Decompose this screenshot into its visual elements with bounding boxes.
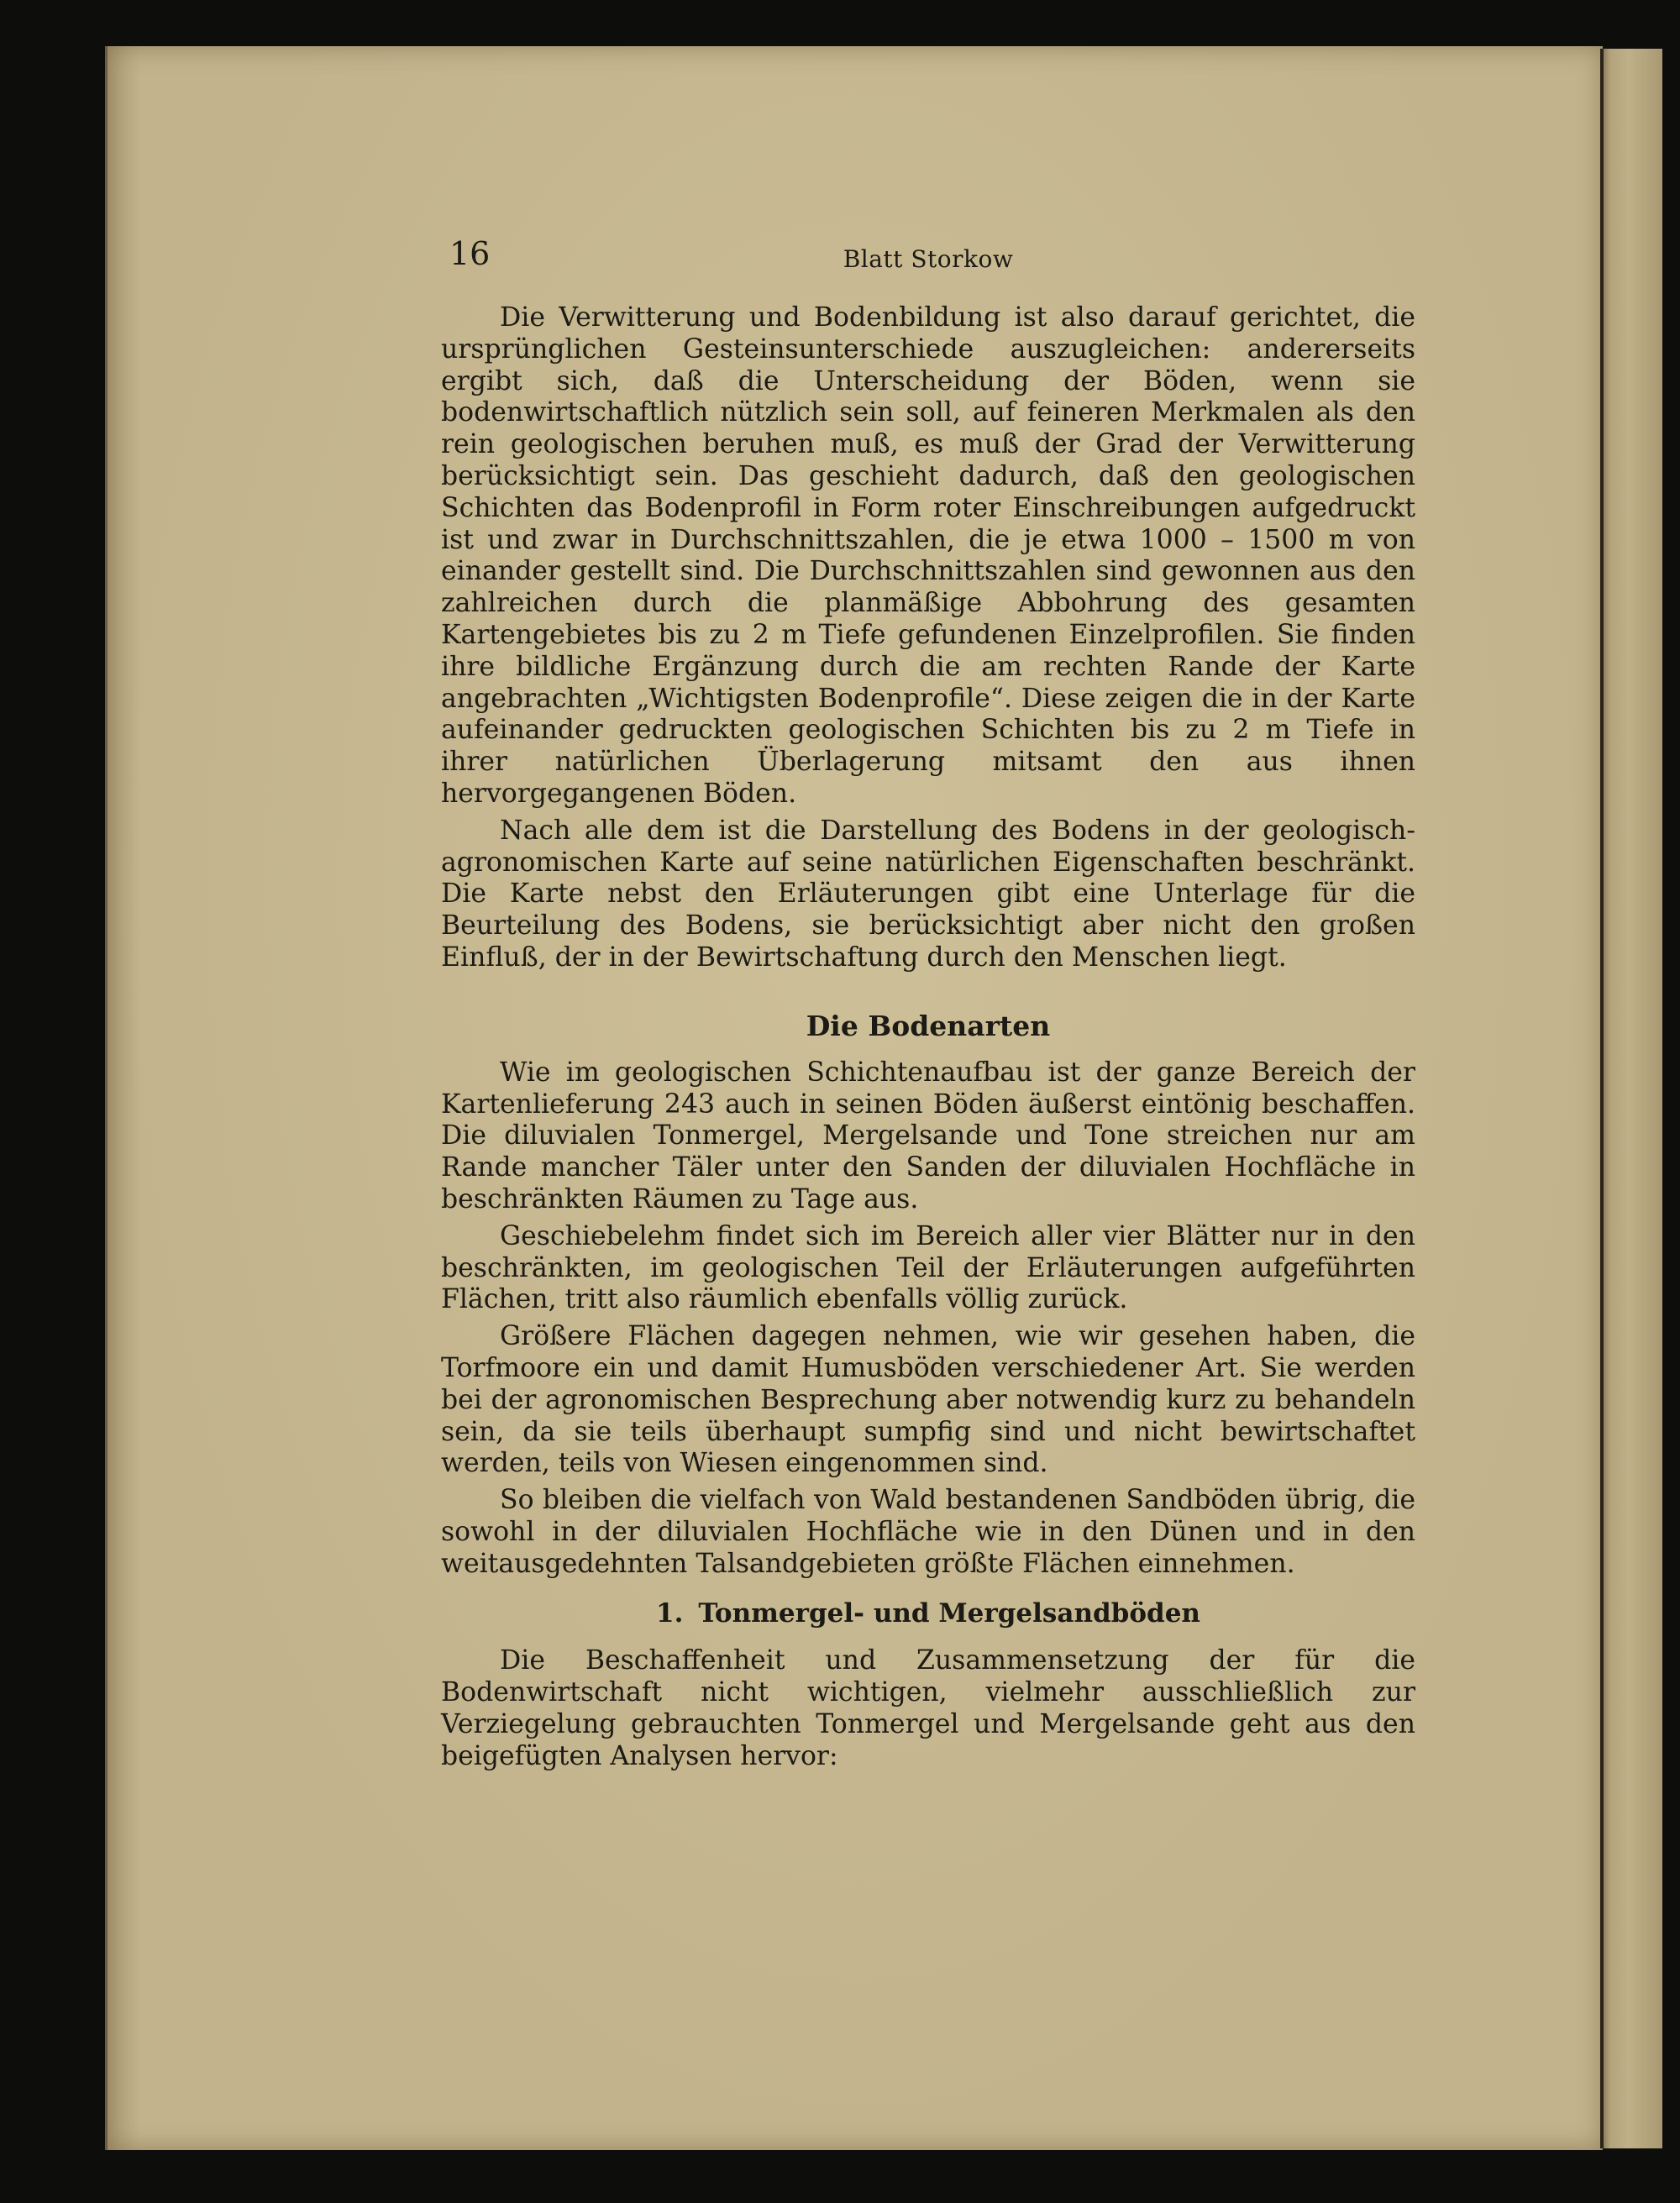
section-heading-tonmergel xyxy=(441,1598,1415,1629)
paragraph-intro-1: Die Verwitterung und Bodenbildung ist also darauf gerichtet, die ursprünglichen Gesteinsunterschiede auszugleichen: andererseits ergibt sich, daß die Unterscheidung der Böden, wenn sie bodenwirtschaftlich nützlich sein soll, auf feineren Merkmalen als den rein geologischen beruhen muß, es muß der Grad der Verwitterung berücksichtigt sein. Das geschieht dadurch, daß den geologischen Schichten das Bodenprofil in Form roter Einschreibungen aufgedruckt ist und zwar in Durchschnittszahlen, die je etwa 1000 – 1500 m von einander gestellt sind. Die Durchschnittszahlen sind gewonnen aus den zahlreichen durch die planmäßige Abbohrung des gesamten Kartengebietes bis zu 2 m Tiefe gefundenen Einzelprofilen. Sie finden ihre bildliche Ergänzung durch die am rechten Rande der Karte angebrachten „Wichtigsten Bodenprofile“. Diese zeigen die in der Karte aufeinander gedruckten geologischen Schichten bis zu 2 m Tiefe in ihrer natürlichen Überlagerung mitsamt den aus ihnen hervorgegangenen Böden. xyxy=(441,302,1415,809)
paragraph-bodenarten-1: Wie im geologischen Schichtenaufbau ist der ganze Bereich der Kartenlieferung 243 auch in seinen Böden äußerst eintönig beschaffen. Die diluvialen Tonmergel, Mergelsande und Tone streichen nur am Rande mancher Täler unter den Sanden der diluvialen Hochfläche in beschränkten Räumen zu Tage aus. xyxy=(441,1057,1415,1214)
section-heading-bodenarten: Die Bodenarten xyxy=(806,1009,1051,1042)
page-number: 16 xyxy=(449,235,491,272)
paragraph-bodenarten-3: Größere Flächen dagegen nehmen, wie wir gesehen haben, die Torfmoore ein und damit Humusböden verschiedener Art. Sie werden bei der agronomischen Besprechung aber notwendig kurz zu behandeln sein, da sie teils überhaupt sumpfig sind und nicht bewirtschaftet werden, teils von Wiesen eingenommen sind. xyxy=(441,1321,1415,1479)
section-title: Tonmergel- und Mergelsandböden xyxy=(698,1598,1200,1629)
facing-page-edge xyxy=(1600,49,1662,2148)
paragraph-bodenarten-2: Geschiebelehm findet sich im Bereich aller vier Blätter nur in den beschränkten, im geologischen Teil der Erläuterungen aufgeführten Flächen, tritt also räumlich ebenfalls völlig zurück. xyxy=(441,1220,1415,1315)
paragraph-bodenarten-4: So bleiben die vielfach von Wald bestandenen Sandböden übrig, die sowohl in der diluvialen Hochfläche wie in den Dünen und in den weitausgedehnten Talsandgebieten größte Flächen einnehmen. xyxy=(441,1485,1415,1579)
section-number: 1. xyxy=(656,1598,684,1629)
running-title: Blatt Storkow xyxy=(843,245,1014,273)
paragraph-intro-2: Nach alle dem ist die Darstellung des Bodens in der geologisch-agronomischen Karte auf seine natürlichen Eigenschaften beschränkt. Die Karte nebst den Erläuterungen gibt eine Unterlage für die Beurteilung des Bodens, sie berücksichtigt aber nicht den großen Einfluß, der in der Bewirtschaftung durch den Menschen liegt. xyxy=(441,815,1415,973)
paragraph-section-1-1: Die Beschaffenheit und Zusammensetzung der für die Bodenwirtschaft nicht wichtigen, vielmehr ausschließlich zur Verziegelung gebrauchten Tonmergel und Mergelsande geht aus den beigefügten Analysen hervor: xyxy=(441,1645,1415,1771)
page-header xyxy=(441,227,1415,302)
page-text xyxy=(441,227,1415,1773)
